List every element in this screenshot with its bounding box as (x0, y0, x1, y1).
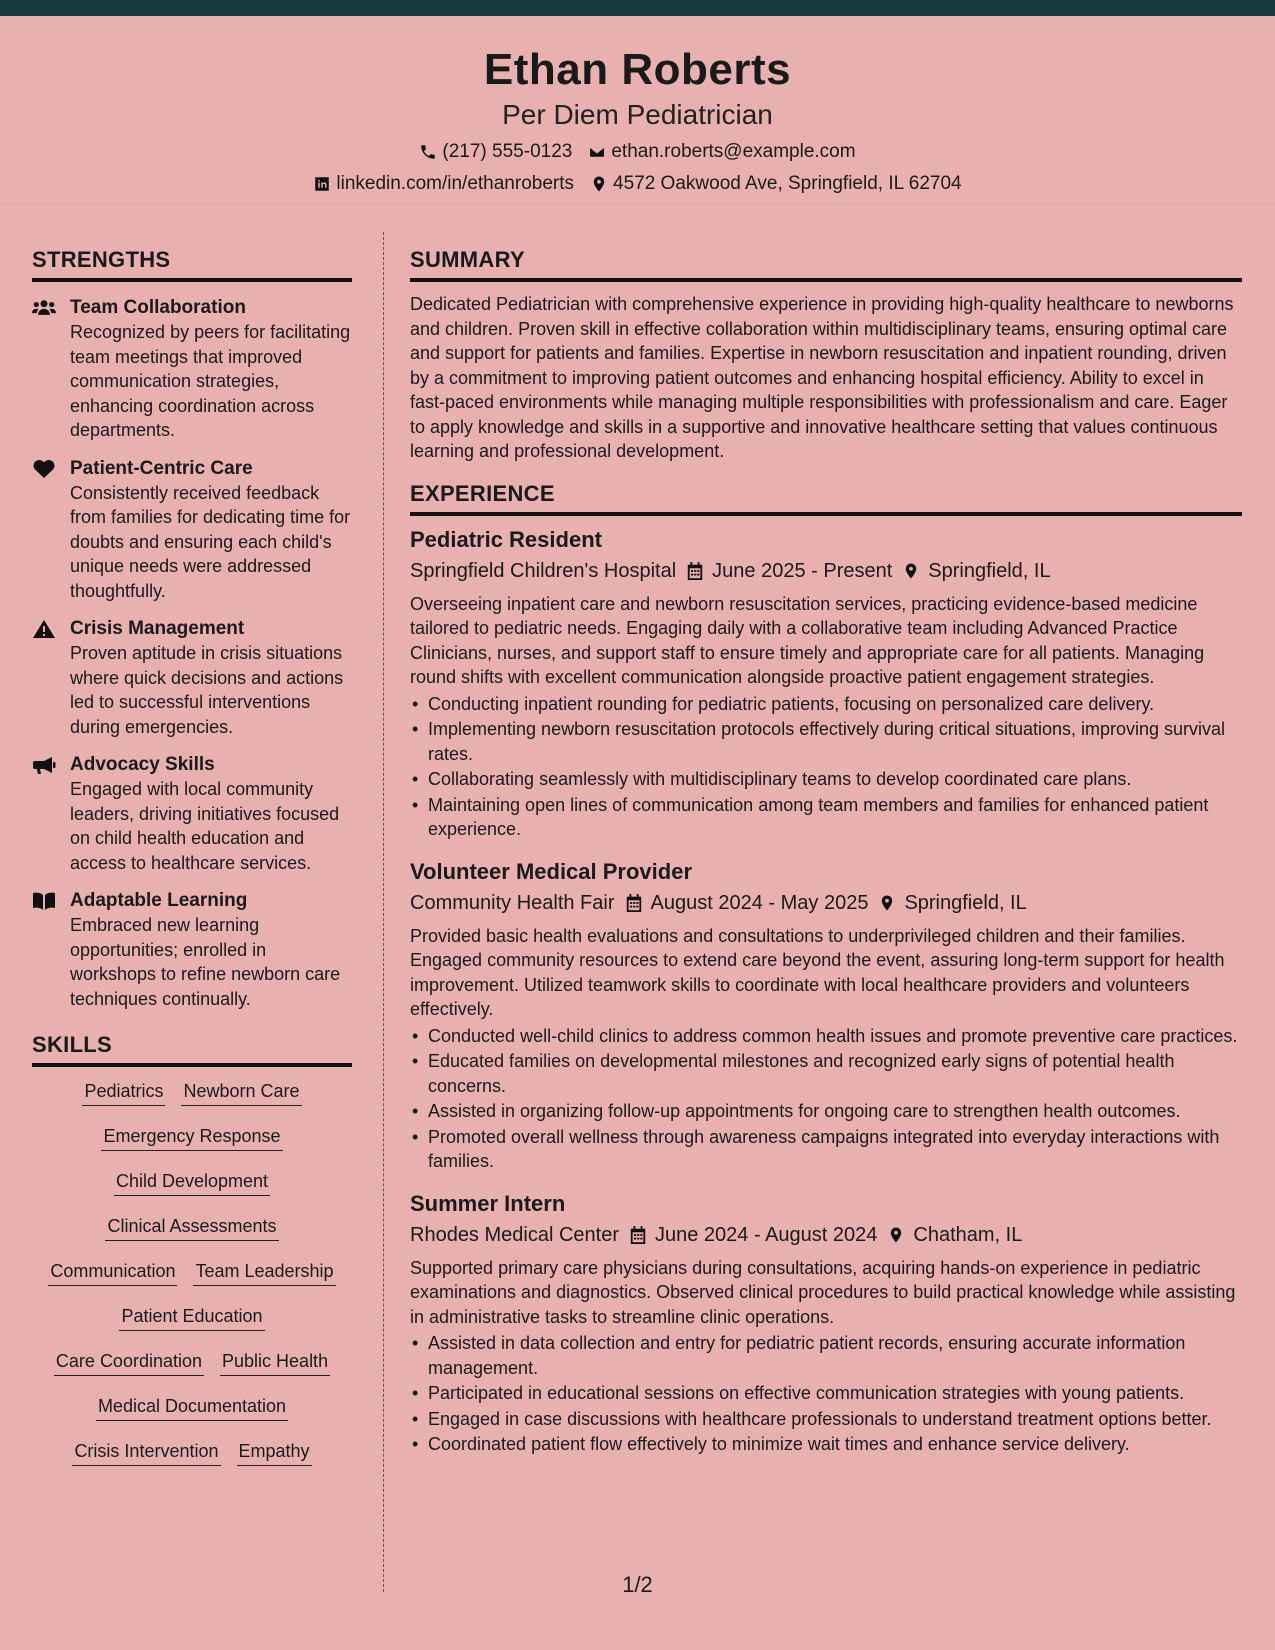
skill-row (32, 1214, 352, 1259)
list-item: • Participated in educational sessions on effective communication strategies with young patients. (410, 1381, 1242, 1406)
job-bullets (410, 1024, 1242, 1174)
job-bullets (410, 1331, 1242, 1457)
calendar-icon (686, 561, 704, 581)
strength-desc: Proven aptitude in crisis situations where quick decisions and actions led to successful interventions during emergencies. (70, 643, 344, 737)
book-icon (32, 891, 56, 911)
job-title: Volunteer Medical Provider (410, 858, 693, 884)
linkedin-text: linkedin.com/in/ethanroberts (336, 173, 575, 194)
skill-tag: Team Leadership (193, 1259, 335, 1286)
skill-row (32, 1169, 352, 1214)
list-item: • Promoted overall wellness through awareness campaigns integrated into everyday interactions with families. (410, 1125, 1242, 1174)
skill-row (32, 1394, 352, 1439)
list-item: • Assisted in organizing follow-up appointments for ongoing care to strengthen health outcomes. (410, 1099, 1242, 1124)
candidate-name: Ethan Roberts (483, 45, 792, 94)
strength-desc: Engaged with local community leaders, driving initiatives focused on child health education and access to healthcare services. (70, 779, 340, 873)
job-meta (410, 558, 1242, 584)
list-item: • Implementing newborn resuscitation protocols effectively during critical situations, improving survival rates. (410, 717, 1242, 766)
skill-row (32, 1304, 352, 1349)
address-text: 4572 Oakwood Ave, Springfield, IL 62704 (613, 173, 962, 194)
envelope-icon (588, 143, 606, 161)
list-item: • Educated families on developmental milestones and recognized early signs of potential health concerns. (410, 1049, 1242, 1098)
phone-contact (419, 140, 572, 164)
job-location: Springfield, IL (928, 559, 1051, 582)
list-item: • Collaborating seamlessly with multidisciplinary teams to develop coordinated care plans. (410, 767, 1242, 792)
email-contact[interactable] (588, 140, 855, 164)
skill-tag: Clinical Assessments (105, 1214, 278, 1241)
strength-item (32, 753, 352, 875)
map-pin-icon (887, 1225, 905, 1245)
experience-heading: EXPERIENCE (410, 480, 1242, 516)
job-entry (410, 526, 1242, 842)
right-column (410, 246, 1242, 1458)
strength-desc: Embraced new learning opportunities; enrolled in workshops to refine newborn care techniques continually. (70, 915, 341, 1009)
strength-item (32, 296, 352, 443)
skill-row (32, 1439, 352, 1484)
job-description: Overseeing inpatient care and newborn resuscitation services, practicing evidence-based medicine tailored to pediatric needs. Engaging daily with a collaborative team including Advanced Practice Clinicians, nurses, and support staff to ensure timely and appropriate care for all patients. Managing round shifts with excellent communication alongside proactive patient engagement strategies. (410, 593, 1205, 687)
list-item: • Coordinated patient flow effectively to minimize wait times and enhance service delivery. (410, 1432, 1242, 1457)
skill-tag: Communication (48, 1259, 177, 1286)
strength-name: Team Collaboration (70, 297, 246, 318)
calendar-icon (629, 1225, 647, 1245)
column-divider (383, 232, 384, 1592)
list-item: • Conducted well-child clinics to address common health issues and promote preventive care practices. (410, 1024, 1242, 1049)
job-meta (410, 890, 1242, 916)
strength-desc: Recognized by peers for facilitating team meetings that improved communication strategies, enhancing coordination across departments. (70, 322, 351, 440)
strength-desc: Consistently received feedback from families for dedicating time for doubts and ensuring each child's unique needs were addressed thoughtfully. (70, 482, 351, 601)
strength-item (32, 617, 352, 739)
skill-tag: Patient Education (119, 1304, 264, 1331)
job-org: Rhodes Medical Center (410, 1223, 619, 1246)
skill-tag: Crisis Intervention (72, 1439, 220, 1466)
skills-list (32, 1079, 352, 1484)
map-pin-icon (902, 561, 920, 581)
job-title: Pediatric Resident (410, 526, 602, 552)
job-entry (410, 1190, 1242, 1457)
contact-row-2 (0, 172, 1275, 196)
skill-tag: Child Development (114, 1169, 270, 1196)
page-number: 1/2 (622, 1572, 653, 1597)
left-column (32, 246, 352, 1484)
candidate-title: Per Diem Pediatrician (502, 99, 773, 130)
email-text: ethan.roberts@example.com (611, 141, 856, 162)
skill-tag: Medical Documentation (96, 1394, 288, 1421)
job-title: Summer Intern (410, 1190, 566, 1216)
address-contact (590, 172, 962, 196)
job-dates: August 2024 - May 2025 (650, 891, 869, 914)
job-meta (410, 1222, 1242, 1248)
map-pin-icon (878, 893, 896, 913)
job-description: Supported primary care physicians during consultations, acquiring hands-on experience in pediatric examinations and diagnostics. Observed clinical procedures to build practical knowledge while assisting in administrative tasks to streamline clinic operations. (410, 1257, 1236, 1327)
phone-icon (419, 143, 437, 161)
linkedin-contact[interactable] (313, 172, 574, 196)
list-item: • Conducting inpatient rounding for pediatric patients, focusing on personalized care delivery. (410, 692, 1242, 717)
summary-text: Dedicated Pediatrician with comprehensive experience in providing high-quality healthcare to newborns and children. Proven skill in effective collaboration within multidisciplinary teams, ensuring optimal care and support for patients and families. Expertise in newborn resuscitation and inpatient rounding, driven by a commitment to improving patient outcomes and enhancing hospital efficiency. Ability to excel in fast-paced environments while managing multiple responsibilities with professionalism and care. Eager to apply knowledge and skills in a supportive and innovative healthcare setting that values continuous learning and professional development. (410, 294, 1234, 461)
warning-icon (32, 619, 56, 639)
map-pin-icon (590, 175, 608, 193)
job-org: Community Health Fair (410, 891, 615, 914)
summary-heading: SUMMARY (410, 246, 1242, 282)
strengths-heading: STRENGTHS (32, 246, 352, 282)
strength-name: Adaptable Learning (70, 890, 248, 911)
skill-row (32, 1259, 352, 1304)
heart-icon (32, 459, 56, 479)
skill-row (32, 1079, 352, 1124)
strength-item (32, 457, 352, 604)
top-bar (0, 0, 1275, 16)
job-dates: June 2025 - Present (712, 559, 893, 582)
strength-name: Advocacy Skills (70, 754, 215, 775)
strength-name: Crisis Management (70, 618, 245, 639)
skill-tag: Care Coordination (54, 1349, 204, 1376)
skill-row (32, 1349, 352, 1394)
users-icon (32, 298, 56, 318)
job-dates: June 2024 - August 2024 (655, 1223, 878, 1246)
skill-tag: Pediatrics (82, 1079, 165, 1106)
skill-tag: Newborn Care (181, 1079, 301, 1106)
list-item: • Assisted in data collection and entry for pediatric patient records, ensuring accurate information management. (410, 1331, 1242, 1380)
resume-header (0, 16, 1275, 204)
linkedin-icon (313, 175, 331, 193)
phone-text: (217) 555-0123 (442, 141, 573, 162)
job-description: Provided basic health evaluations and consultations to underprivileged children and their families. Engaged community resources to extend care beyond the event, assuring long-term support for health improvement. Utilized teamwork skills to coordinate with local healthcare providers and volunteers effectively. (410, 925, 1225, 1019)
skill-tag: Empathy (237, 1439, 312, 1466)
strength-item (32, 889, 352, 1011)
skill-row (32, 1124, 352, 1169)
job-entry (410, 858, 1242, 1174)
calendar-icon (625, 893, 643, 913)
skills-heading: SKILLS (32, 1031, 352, 1067)
job-location: Springfield, IL (904, 891, 1027, 914)
megaphone-icon (32, 755, 56, 775)
job-bullets (410, 692, 1242, 842)
job-org: Springfield Children's Hospital (410, 559, 677, 582)
skill-tag: Public Health (220, 1349, 330, 1376)
contact-row-1 (0, 140, 1275, 164)
list-item: • Engaged in case discussions with healthcare professionals to understand treatment options better. (410, 1407, 1242, 1432)
skill-tag: Emergency Response (101, 1124, 282, 1151)
job-location: Chatham, IL (913, 1223, 1023, 1246)
strength-name: Patient-Centric Care (70, 457, 253, 479)
list-item: • Maintaining open lines of communication among team members and families for enhanced patient experience. (410, 793, 1242, 842)
